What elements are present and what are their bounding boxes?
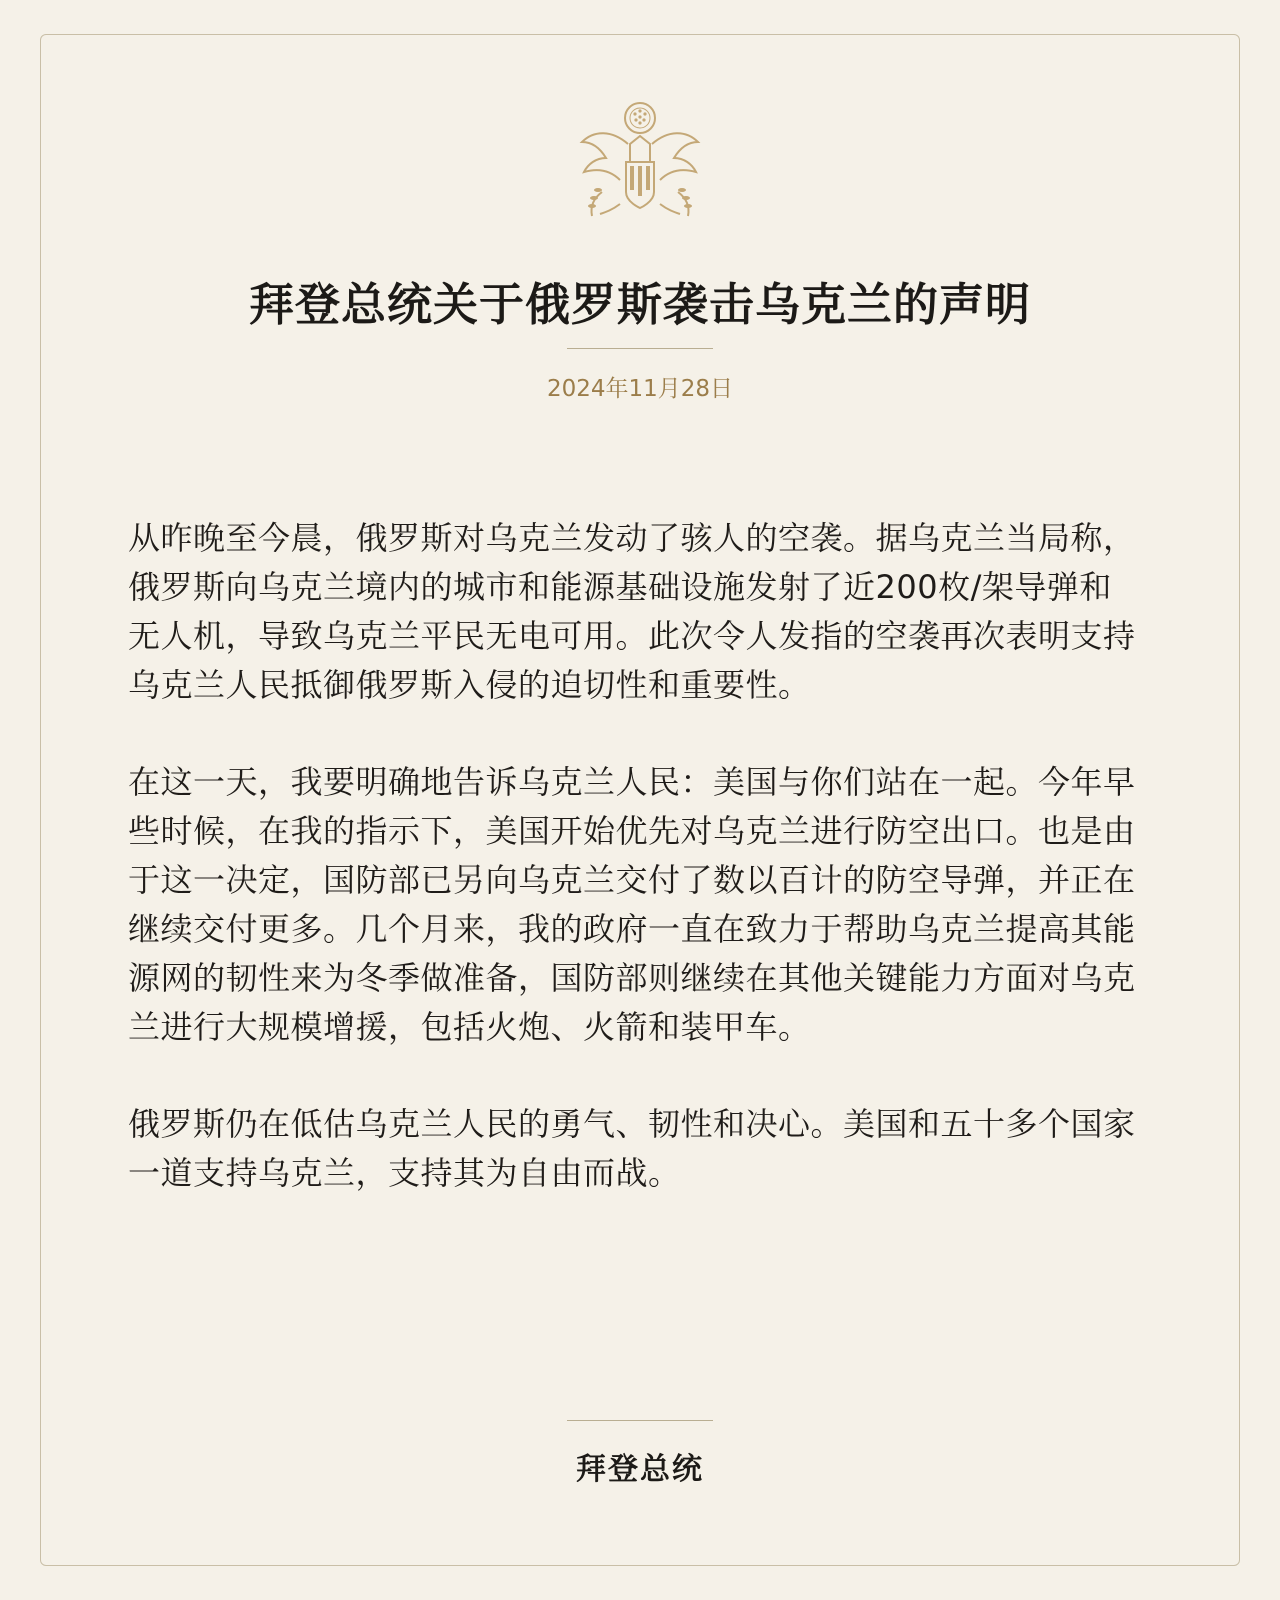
paragraph: 从昨晚至今晨，俄罗斯对乌克兰发动了骇人的空袭。据乌克兰当局称，俄罗斯向乌克兰境内的城市和能源基础设施发射了近200枚/架导弹和无人机，导致乌克兰平民无电可用。此次令人发指的空袭再次表明支持乌克兰人民抵御俄罗斯入侵的迫切性和重要性。 xyxy=(128,519,1136,704)
paragraph: 在这一天，我要明确地告诉乌克兰人民：美国与你们站在一起。今年早些时候，在我的指示下，美国开始优先对乌克兰进行防空出口。也是由于这一决定，国防部已另向乌克兰交付了数以百计的防空导弹，并正在继续交付更多。几个月来，我的政府一直在致力于帮助乌克兰提高其能源网的韧性来为冬季做准备，国防部则继续在其他关键能力方面对乌克兰进行大规模增援，包括火炮、火箭和装甲车。 xyxy=(128,763,1136,1046)
title-divider xyxy=(567,348,713,349)
document-title: 拜登总统关于俄罗斯袭击乌克兰的声明 xyxy=(248,278,1031,331)
statement-body xyxy=(128,514,1138,1246)
signature-divider xyxy=(567,1420,713,1421)
signature: 拜登总统 xyxy=(576,1452,704,1487)
eagle-seal-icon xyxy=(572,100,708,224)
document-date: 2024年11月28日 xyxy=(546,376,734,402)
paragraph: 俄罗斯仍在低估乌克兰人民的勇气、韧性和决心。美国和五十多个国家一道支持乌克兰，支持其为自由而战。 xyxy=(128,1105,1136,1192)
